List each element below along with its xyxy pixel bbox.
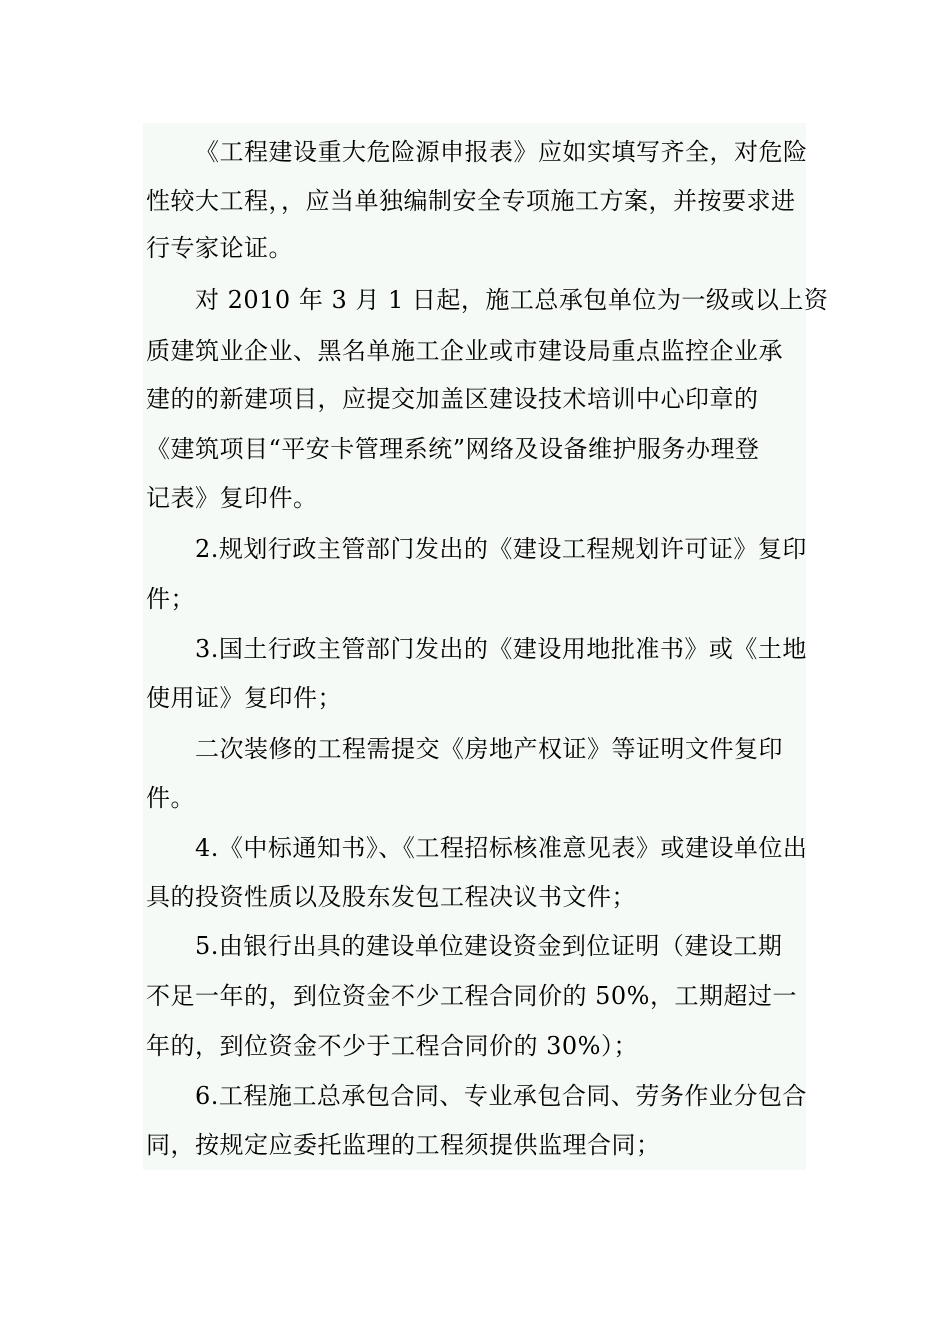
- paragraph-line: 记表》复印件。: [146, 484, 318, 512]
- paragraph-line: 同，按规定应委托监理的工程须提供监理合同；: [146, 1131, 661, 1159]
- paragraph-line: 《建筑项目“平安卡管理系统”网络及设备维护服务办理登: [146, 435, 760, 463]
- paragraph-line: 2.规划行政主管部门发出的《建设工程规划许可证》复印: [195, 535, 807, 563]
- paragraph-line: 对 2010 年 3 月 1 日起，施工总承包单位为一级或以上资: [195, 286, 829, 314]
- paragraph-line: 3.国土行政主管部门发出的《建设用地批准书》或《土地: [195, 635, 807, 663]
- paragraph-line: 性较大工程，，应当单独编制安全专项施工方案，并按要求进: [146, 187, 796, 215]
- paragraph-line: 4.《中标通知书》、《工程招标核准意见表》或建设单位出: [195, 834, 808, 862]
- paragraph-line: 质建筑业企业、黑名单施工企业或市建设局重点监控企业承: [146, 337, 783, 365]
- paragraph-line: 二次装修的工程需提交《房地产权证》等证明文件复印: [195, 735, 783, 763]
- paragraph-line: 6.工程施工总承包合同、专业承包合同、劳务作业分包合: [195, 1082, 807, 1110]
- paragraph-line: 建的的新建项目，应提交加盖区建设技术培训中心印章的: [146, 385, 759, 413]
- paragraph-line: 件；: [146, 585, 195, 613]
- paragraph-line: 具的投资性质以及股东发包工程决议书文件；: [146, 883, 636, 911]
- paragraph-line: 5.由银行出具的建设单位建设资金到位证明（建设工期: [195, 932, 783, 960]
- paragraph-line: 件。: [146, 784, 195, 812]
- document-text-block: [143, 123, 829, 1170]
- paragraph-line: 年的，到位资金不少于工程合同价的 30%）；: [146, 1032, 638, 1060]
- paragraph-line: 使用证》复印件；: [146, 684, 342, 712]
- paragraph-line: 行专家论证。: [146, 234, 293, 262]
- paragraph-line: 《工程建设重大危险源申报表》应如实填写齐全，对危险: [195, 138, 808, 166]
- paragraph-line: 不足一年的，到位资金不少工程合同价的 50%，工期超过一: [146, 982, 797, 1010]
